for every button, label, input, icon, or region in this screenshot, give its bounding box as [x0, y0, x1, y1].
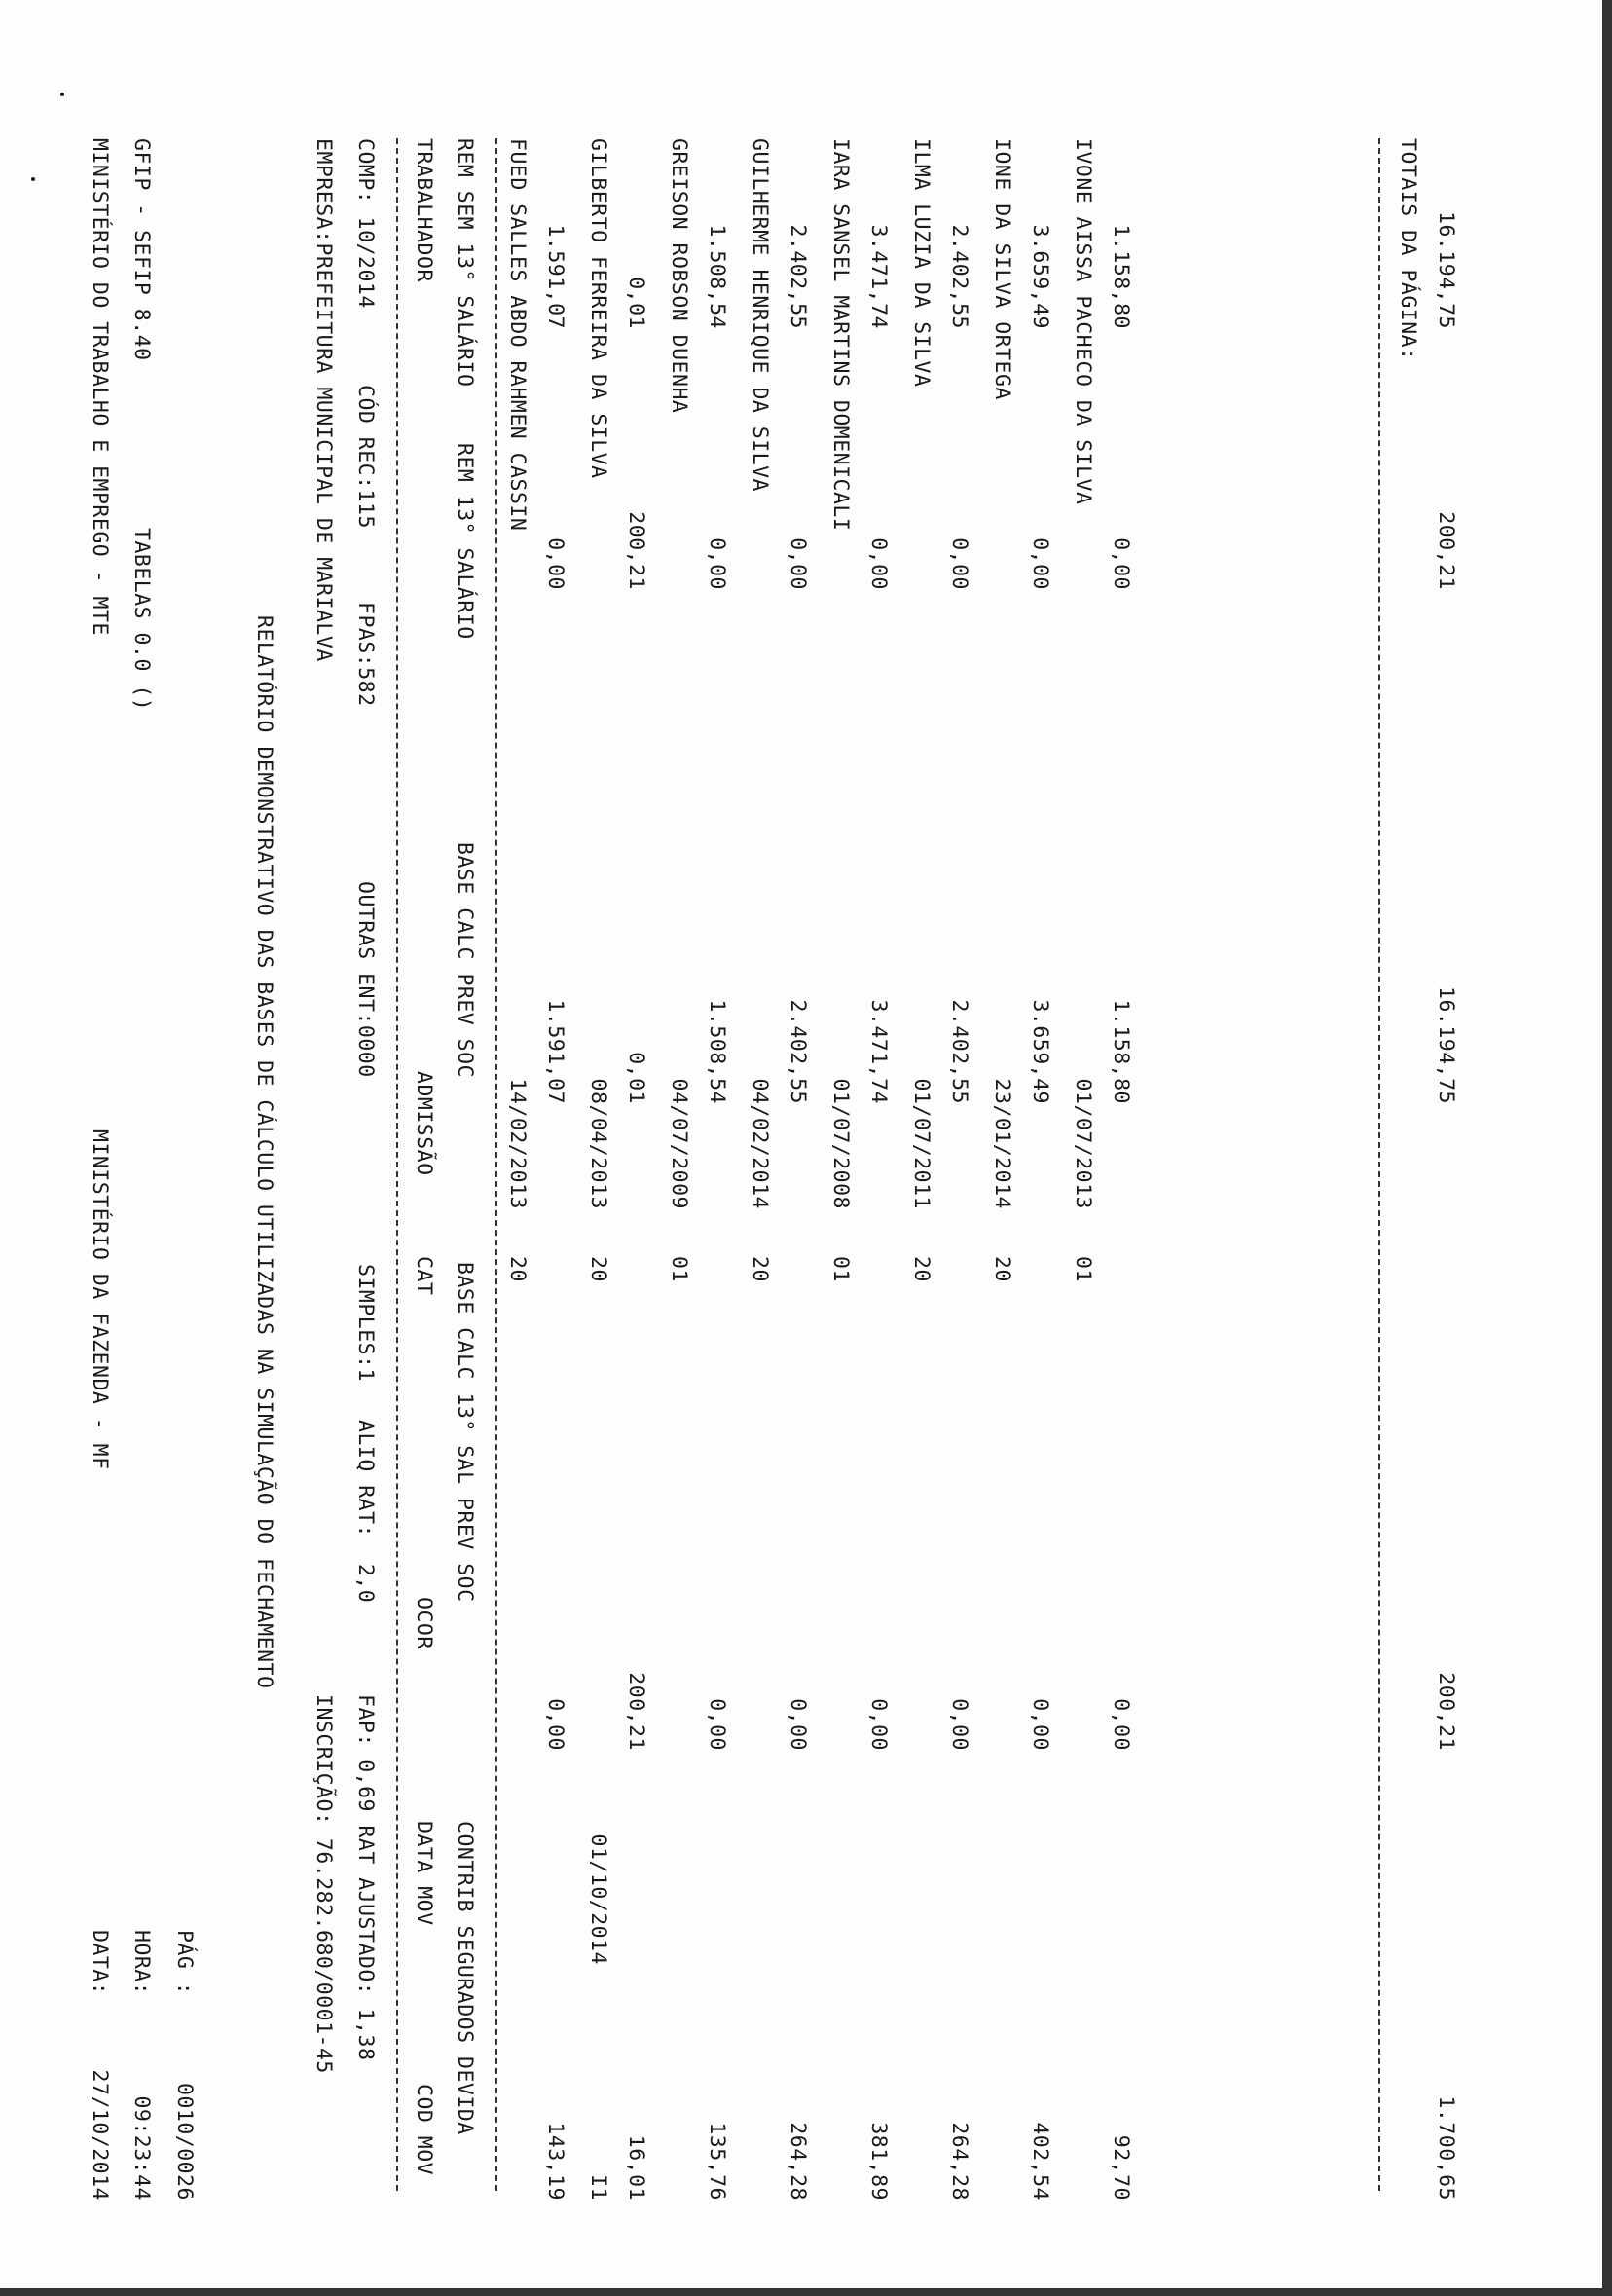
worker-rem-sem-13: 1.508,54: [705, 224, 729, 329]
worker-contrib: 92,70: [1109, 2134, 1133, 2201]
col-rem-13: REM 13° SALÁRIO: [453, 443, 477, 640]
fpas: FPAS:582: [353, 602, 378, 707]
worker-rem-sem-13: 3.471,74: [866, 224, 891, 329]
worker-admissao: 23/01/2014: [990, 1078, 1014, 1209]
date-value: 27/10/2014: [88, 2069, 112, 2201]
scan-speck: [60, 93, 64, 96]
time-value: 09:23:44: [129, 2095, 154, 2201]
page-value: 0010/0026: [172, 2083, 197, 2201]
worker-rem-13: 0,00: [947, 537, 971, 590]
worker-rem-sem-13: 2.402,55: [947, 224, 971, 329]
col-cat: CAT: [412, 1256, 436, 1296]
col-data-mov: DATA MOV: [412, 1821, 436, 1926]
ministry-fazenda: MINISTÉRIO DA FAZENDA - MF: [88, 1129, 112, 1470]
worker-admissao: 04/02/2014: [748, 1078, 772, 1209]
worker-admissao: 01/07/2011: [909, 1078, 934, 1209]
totals-label: TOTAIS DA PÁGINA:: [1396, 138, 1420, 361]
col-contrib: CONTRIB SEGURADOS DEVIDA: [453, 1821, 477, 2135]
worker-name: IARA SANSEL MARTINS DOMENICALI: [828, 138, 853, 532]
totals-base-13: 200,21: [1434, 1672, 1458, 1751]
worker-cat: 20: [505, 1256, 530, 1282]
worker-contrib: 135,76: [705, 2122, 729, 2201]
worker-admissao: 04/07/2009: [667, 1078, 691, 1209]
worker-rem-13: 0,00: [705, 537, 729, 590]
col-base-calc-13: BASE CALC 13° SAL PREV SOC: [453, 1262, 477, 1603]
worker-base-13: 0,00: [947, 1698, 971, 1751]
worker-base-prev: 2.402,55: [947, 999, 971, 1104]
outras-ent: OUTRAS ENT:0000: [353, 881, 378, 1078]
worker-name: ILMA LUZIA DA SILVA: [909, 138, 934, 388]
worker-cat: 20: [586, 1256, 610, 1282]
col-base-calc-prev: BASE CALC PREV SOC: [453, 842, 477, 1078]
worker-name: GREISON ROBSON DUENHA: [667, 138, 691, 414]
gfip-version: GFIP - SEFIP 8.40: [129, 138, 154, 361]
time-label: HORA:: [129, 1930, 154, 1996]
worker-data-mov: 01/10/2014: [586, 1833, 610, 1965]
worker-base-13: 0,00: [543, 1698, 568, 1751]
aliq-rat: ALIQ RAT: 2,0: [353, 1420, 378, 1604]
worker-cat: 20: [990, 1256, 1014, 1282]
worker-cat: 01: [667, 1256, 691, 1282]
worker-base-13: 0,00: [705, 1698, 729, 1751]
simples: SIMPLES:1: [353, 1264, 378, 1382]
worker-contrib: 16,01: [624, 2134, 648, 2201]
date-label: DATA:: [88, 1930, 112, 1996]
worker-rem-sem-13: 1.591,07: [543, 224, 568, 329]
worker-rem-13: 0,00: [1109, 537, 1133, 590]
worker-rem-13: 0,00: [1028, 537, 1052, 590]
scan-edge-right: [1602, 0, 1612, 2296]
totals-base-prev: 16.194,75: [1434, 986, 1458, 1104]
worker-cat: 01: [828, 1256, 853, 1282]
worker-name: IVONE AISSA PACHECO DA SILVA: [1071, 138, 1095, 505]
worker-contrib: 143,19: [543, 2122, 568, 2201]
worker-base-prev: 1.508,54: [705, 999, 729, 1104]
col-ocor: OCOR: [412, 1597, 436, 1649]
worker-base-prev: 3.659,49: [1028, 999, 1052, 1104]
worker-admissao: 01/07/2008: [828, 1078, 853, 1209]
worker-name: GUILHERME HENRIQUE DA SILVA: [748, 138, 772, 492]
col-admissao: ADMISSÃO: [412, 1071, 436, 1176]
worker-base-prev: 0,01: [624, 1052, 648, 1104]
col-cod-mov: COD MOV: [412, 2084, 436, 2176]
worker-name: FUED SALLES ABDO RAHMEN CASSIN: [505, 138, 530, 532]
worker-rem-13: 0,00: [543, 537, 568, 590]
worker-rem-13: 200,21: [624, 511, 648, 590]
divider-bottom: [1378, 138, 1380, 2191]
col-rem-sem-13: REM SEM 13° SALÁRIO: [453, 138, 477, 388]
worker-contrib: 402,54: [1028, 2122, 1052, 2201]
worker-name: IONE DA SILVA ORTEGA: [990, 138, 1014, 400]
worker-rem-sem-13: 0,01: [624, 277, 648, 329]
fap-rat: FAP: 0,69 RAT AJUSTADO: 1,38: [353, 1694, 378, 2061]
worker-base-13: 0,00: [786, 1698, 810, 1751]
worker-base-13: 0,00: [1028, 1698, 1052, 1751]
worker-base-prev: 1.158,80: [1109, 999, 1133, 1104]
report-title: RELATÓRIO DEMONSTRATIVO DAS BASES DE CÁLCULO UTILIZADAS NA SIMULAÇÃO DO FECHAMENTO: [252, 615, 276, 1689]
totals-rem-13: 200,21: [1434, 511, 1458, 590]
totals-rem-sem-13: 16.194,75: [1434, 211, 1458, 329]
company-name: EMPRESA:PREFEITURA MUNICIPAL DE MARIALVA: [311, 138, 336, 662]
worker-rem-sem-13: 1.158,80: [1109, 224, 1133, 329]
ministry-trabalho: MINISTÉRIO DO TRABALHO E EMPREGO - MTE: [88, 138, 112, 636]
worker-base-prev: 2.402,55: [786, 999, 810, 1104]
tabelas-version: TABELAS 0.0 (): [129, 528, 154, 712]
worker-cat: 20: [909, 1256, 934, 1282]
worker-rem-13: 0,00: [786, 537, 810, 590]
worker-cat: 01: [1071, 1256, 1095, 1282]
worker-base-prev: 3.471,74: [866, 999, 891, 1104]
worker-base-13: 0,00: [1109, 1698, 1133, 1751]
company-inscricao: INSCRIÇÃO: 76.282.680/0001-45: [311, 1694, 336, 2074]
divider-top: [396, 138, 398, 2191]
page-label: PÁG :: [172, 1930, 197, 1996]
worker-admissao: 01/07/2013: [1071, 1078, 1095, 1209]
worker-base-13: 200,21: [624, 1672, 648, 1751]
col-trabalhador: TRABALHADOR: [412, 138, 436, 282]
scan-edge-bottom: [0, 2288, 1612, 2296]
divider-columns: [495, 138, 497, 2191]
worker-rem-13: 0,00: [866, 537, 891, 590]
totals-contrib: 1.700,65: [1434, 2095, 1458, 2201]
worker-cat: 20: [748, 1256, 772, 1282]
scan-speck: [31, 177, 35, 181]
comp-period: COMP: 10/2014: [353, 138, 378, 309]
worker-base-13: 0,00: [866, 1698, 891, 1751]
worker-contrib: 381,89: [866, 2122, 891, 2201]
worker-base-prev: 1.591,07: [543, 999, 568, 1104]
worker-cod-mov: I1: [586, 2174, 610, 2201]
cod-rec: CÓD REC:115: [353, 385, 378, 529]
worker-name: GILBERTO FERREIRA DA SILVA: [586, 138, 610, 479]
worker-rem-sem-13: 3.659,49: [1028, 224, 1052, 329]
worker-admissao: 08/04/2013: [586, 1078, 610, 1209]
worker-rem-sem-13: 2.402,55: [786, 224, 810, 329]
worker-contrib: 264,28: [947, 2122, 971, 2201]
worker-admissao: 14/02/2013: [505, 1078, 530, 1209]
worker-contrib: 264,28: [786, 2122, 810, 2201]
